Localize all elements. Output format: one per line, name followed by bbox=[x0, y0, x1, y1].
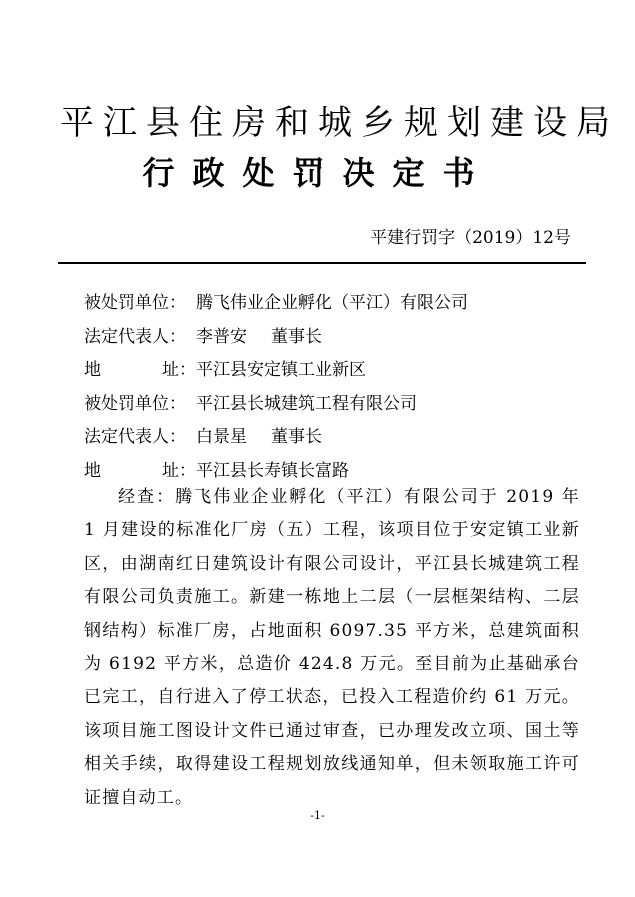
party-line bbox=[84, 354, 584, 388]
party-label: 法定代表人： bbox=[84, 326, 186, 347]
document-number: 平建行罚字（2019）12号 bbox=[370, 228, 571, 248]
party-value: 腾飞伟业企业孵化（平江）有限公司 bbox=[196, 293, 468, 313]
party-line bbox=[84, 421, 584, 455]
party-line bbox=[84, 388, 584, 422]
party-label: 地 址： bbox=[84, 360, 196, 381]
party-role: 董事长 bbox=[271, 326, 322, 347]
party-value: 李普安 bbox=[196, 326, 247, 347]
party-label: 法定代表人： bbox=[84, 427, 186, 448]
party-label: 被处罚单位： bbox=[84, 393, 186, 414]
party-line bbox=[84, 287, 584, 321]
page-number: -1- bbox=[310, 809, 325, 822]
issuing-authority-title: 平江县住房和城乡规划建设局 bbox=[60, 103, 619, 143]
header-divider bbox=[58, 262, 586, 264]
party-line bbox=[84, 321, 584, 355]
party-value: 白景星 bbox=[196, 427, 247, 448]
parties-block bbox=[84, 287, 584, 489]
findings-paragraph: 经查：腾飞伟业企业孵化（平江）有限公司于 2019 年 1 月建设的标准化厂房（五）工程，该项目位于安定镇工业新区，由湖南红日建筑设计有限公司设计，平江县长城建筑工程有限公司负责施工。新建一栋地上二层（一层框架结构、二层钢结构）标准厂房，占地面积 6097.35 平方米，总建筑面积为 6192 平方米，总造价 424.8 万元。至目前为止基础承台已完工，自行进入了停工状态，已投入工程造价约 61 万元。该项目施工图设计文件已通过审查，已办理发改立项、国土等相关手续，取得建设工程规划放线通知单，但未领取施工许可证擅自动工。 bbox=[84, 487, 580, 808]
party-label: 地 址： bbox=[84, 460, 196, 481]
party-value: 平江县长城建筑工程有限公司 bbox=[196, 393, 417, 414]
document-title: 行政处罚决定书 bbox=[142, 154, 493, 192]
party-role: 董事长 bbox=[271, 427, 322, 448]
party-label: 被处罚单位： bbox=[84, 293, 186, 313]
party-value: 平江县安定镇工业新区 bbox=[196, 360, 366, 381]
party-value: 平江县长寿镇长富路 bbox=[196, 460, 349, 481]
